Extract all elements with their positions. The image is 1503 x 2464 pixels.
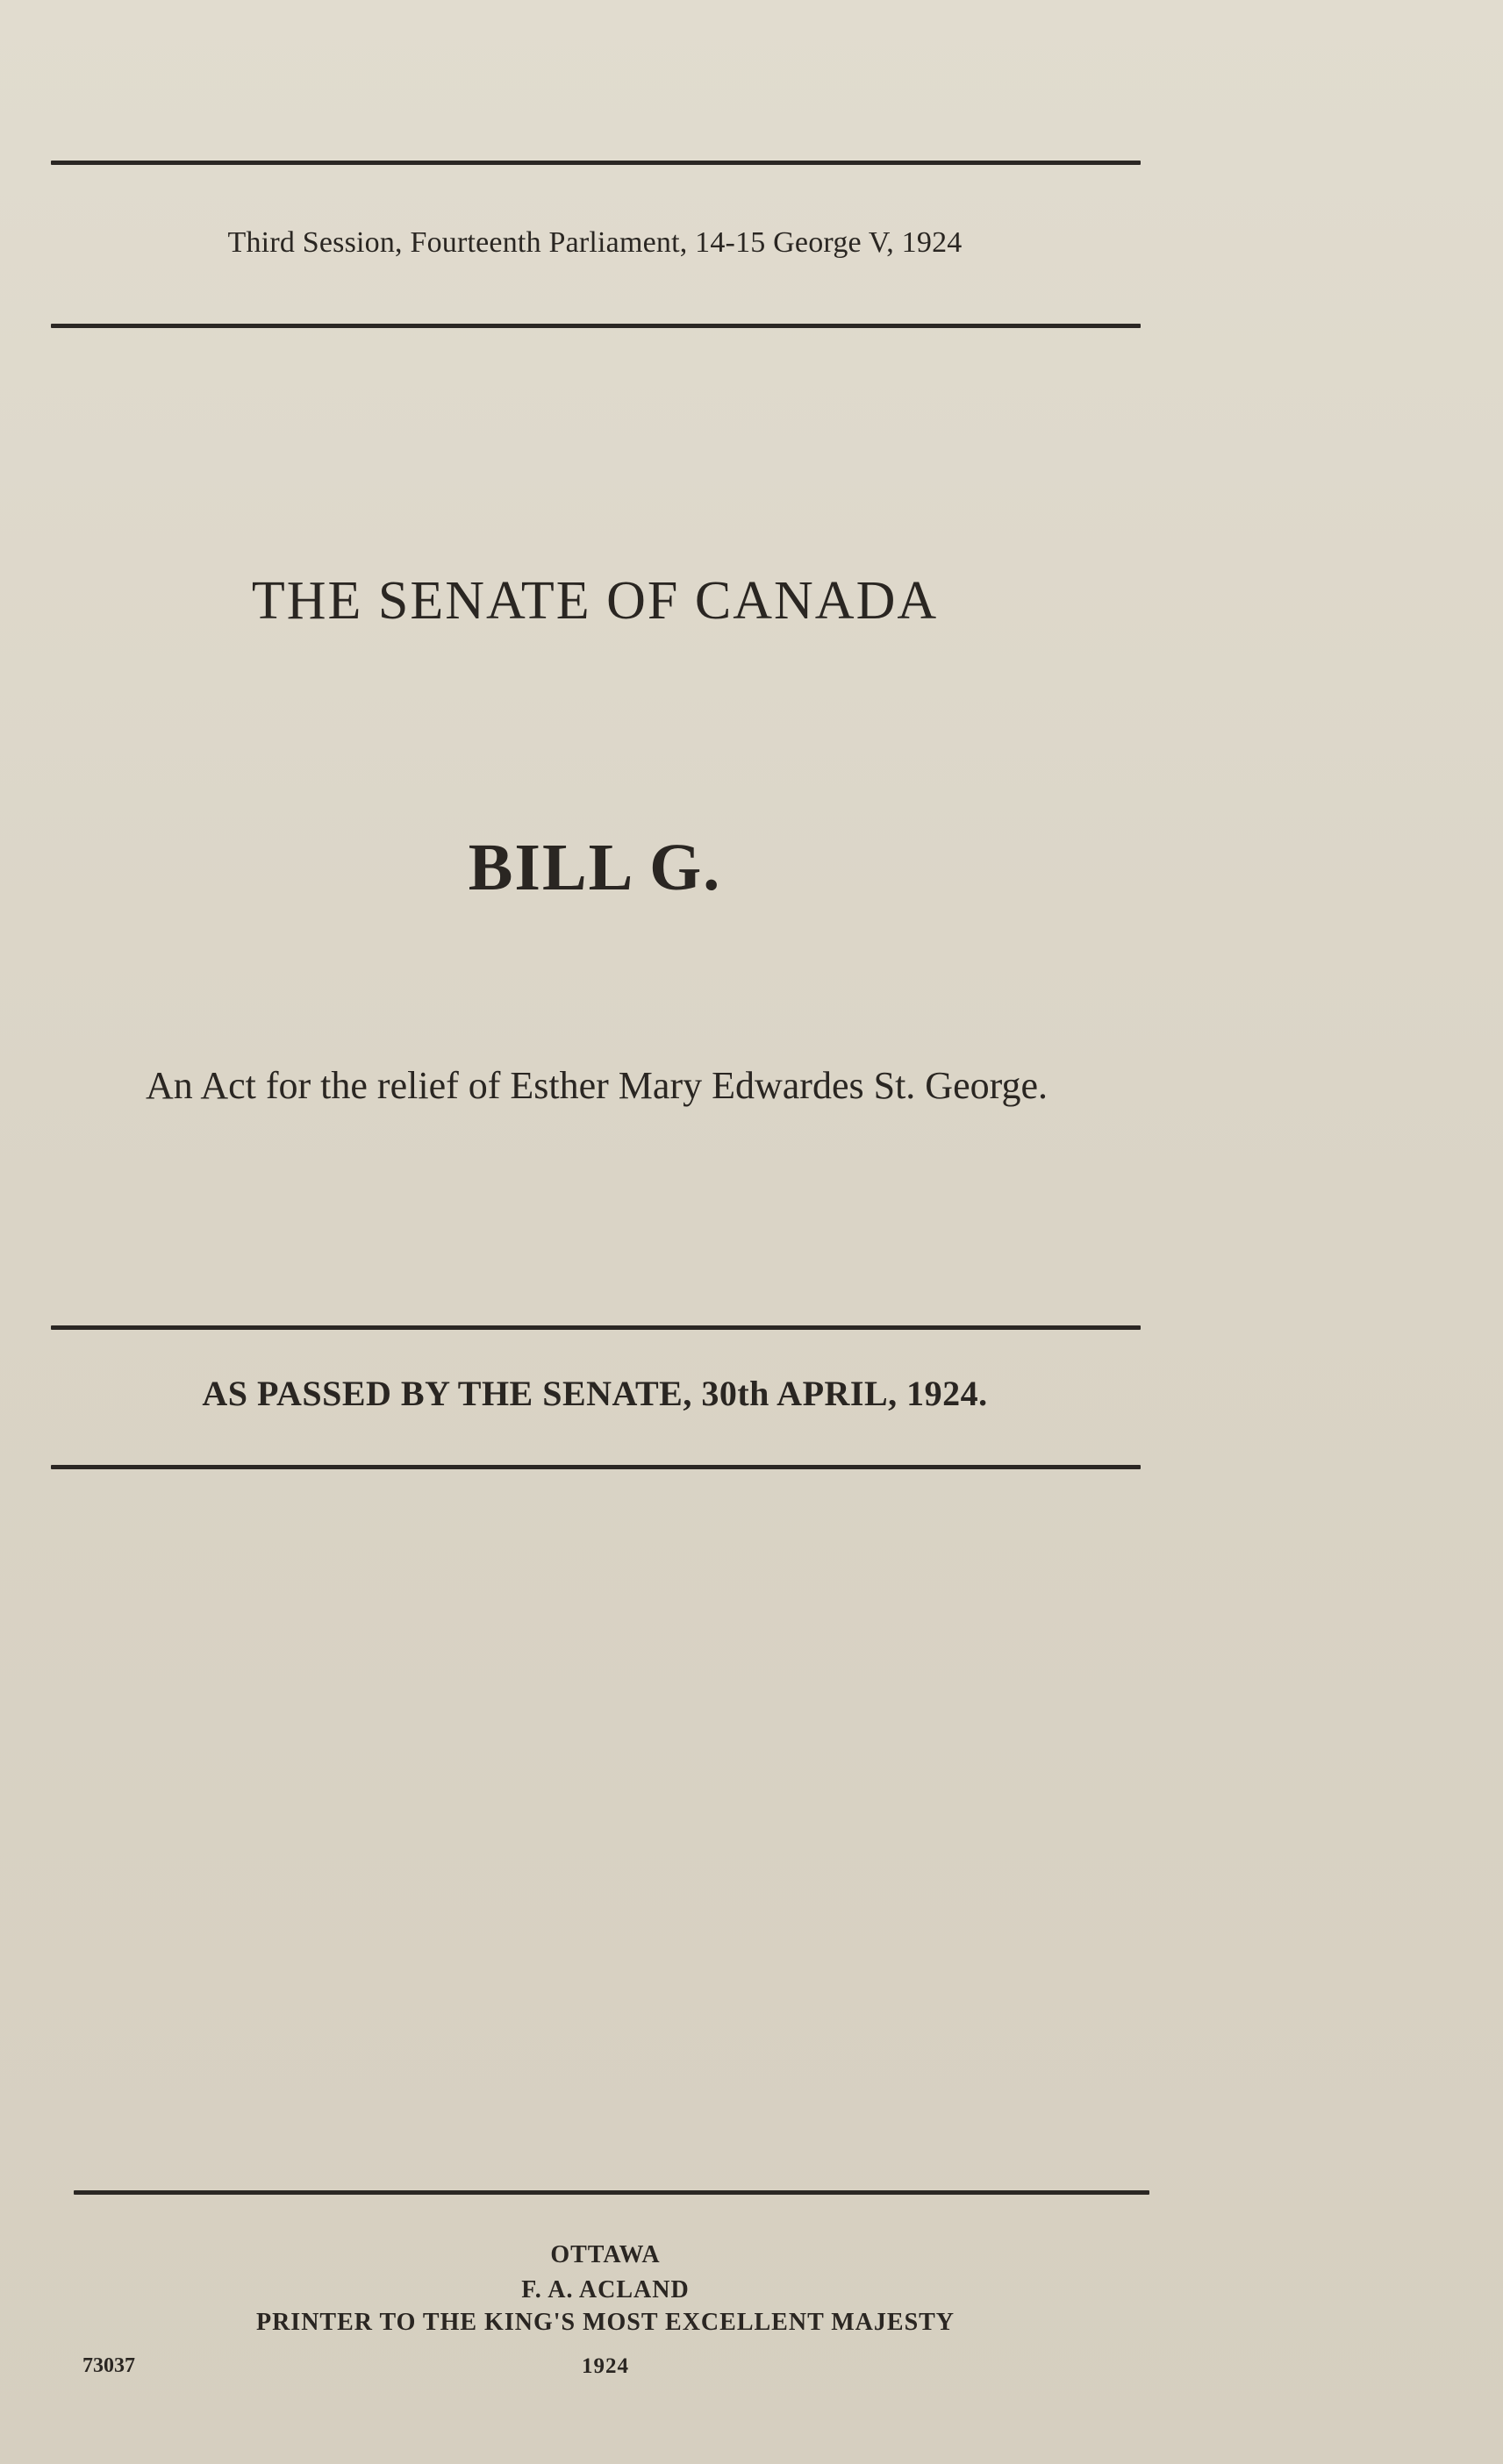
passage-status: AS PASSED BY THE SENATE, 30th APRIL, 1924. (202, 1374, 988, 1413)
session-line: Third Session, Fourteenth Parliament, 14-15 George V, 1924 (227, 226, 963, 259)
top-rule (51, 161, 1141, 165)
imprint-printer: F. A. ACLAND (521, 2276, 690, 2303)
header-bottom-rule (51, 324, 1141, 328)
act-title: An Act for the relief of Esther Mary Edwardes St. George. (146, 1064, 1048, 1107)
bill-title: BILL G. (468, 831, 722, 904)
imprint-year: 1924 (582, 2354, 629, 2378)
print-code: 73037 (82, 2354, 135, 2377)
imprint-printer-title: PRINTER TO THE KING'S MOST EXCELLENT MAJESTY (255, 2309, 955, 2336)
senate-heading: THE SENATE OF CANADA (251, 571, 939, 631)
imprint-rule (74, 2190, 1149, 2195)
status-top-rule (51, 1325, 1141, 1330)
status-bottom-rule (51, 1465, 1141, 1469)
imprint-city: OTTAWA (550, 2241, 661, 2268)
